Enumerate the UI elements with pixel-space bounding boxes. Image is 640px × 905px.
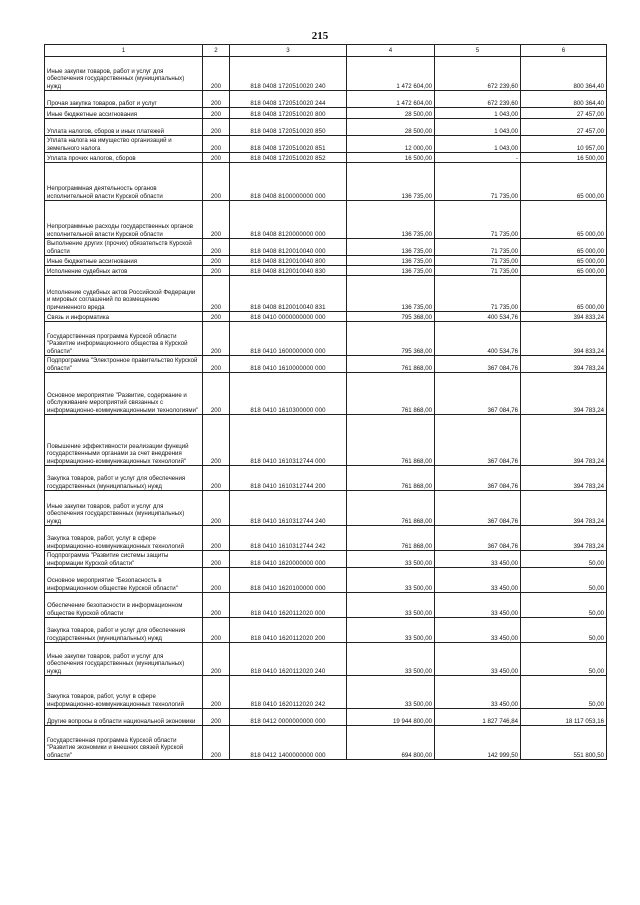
row-col-2: 200 [203, 119, 230, 136]
row-value-col-6: 50,00 [521, 593, 607, 618]
row-value-col-6: 50,00 [521, 551, 607, 568]
row-value-col-6: 27 457,00 [521, 108, 607, 119]
row-col-2: 200 [203, 415, 230, 466]
table-row [45, 266, 607, 276]
row-code: 818 0412 0000000000 000 [230, 709, 347, 726]
row-value-col-4: 33 500,00 [347, 643, 435, 676]
row-value-col-4: 12 000,00 [347, 136, 435, 153]
row-value-col-4: 761 868,00 [347, 491, 435, 526]
row-name: Иные бюджетные ассигнования [45, 108, 203, 119]
row-col-2: 200 [203, 57, 230, 91]
row-value-col-4: 33 500,00 [347, 551, 435, 568]
table-row [45, 415, 607, 466]
row-code: 818 0408 1720510020 850 [230, 119, 347, 136]
row-value-col-5: 71 735,00 [435, 266, 521, 276]
row-code: 818 0410 1610000000 000 [230, 356, 347, 373]
row-name: Основное мероприятие "Развитие, содержание и обслуживание мероприятий связанных с информационно-коммуникационными технологиями" [45, 373, 203, 415]
row-value-col-4: 19 944 800,00 [347, 709, 435, 726]
row-col-2: 200 [203, 726, 230, 760]
row-col-2: 200 [203, 618, 230, 643]
row-value-col-5: 672 239,60 [435, 57, 521, 91]
table-row [45, 201, 607, 239]
row-value-col-5: - [435, 153, 521, 163]
row-name: Закупка товаров, работ и услуг для обеспечения государственных (муниципальных) нужд [45, 618, 203, 643]
header-col-3: 3 [230, 45, 347, 57]
table-row [45, 163, 607, 201]
row-value-col-6: 50,00 [521, 618, 607, 643]
row-value-col-5: 1 043,00 [435, 136, 521, 153]
table-body [45, 57, 607, 760]
row-code: 818 0410 1610312744 000 [230, 415, 347, 466]
row-col-2: 200 [203, 201, 230, 239]
row-value-col-5: 400 534,76 [435, 322, 521, 356]
row-code: 818 0412 1400000000 000 [230, 726, 347, 760]
row-value-col-6: 394 833,24 [521, 322, 607, 356]
row-value-col-5: 33 450,00 [435, 618, 521, 643]
table-row [45, 153, 607, 163]
row-code: 818 0408 1720510020 852 [230, 153, 347, 163]
row-code: 818 0410 1620112020 200 [230, 618, 347, 643]
row-col-2: 200 [203, 91, 230, 108]
row-code: 818 0410 0000000000 000 [230, 312, 347, 322]
row-value-col-5: 71 735,00 [435, 201, 521, 239]
row-name: Иные закупки товаров, работ и услуг для обеспечения государственных (муниципальных) нужд [45, 57, 203, 91]
row-value-col-5: 367 084,76 [435, 526, 521, 551]
row-value-col-5: 71 735,00 [435, 276, 521, 312]
table-row [45, 466, 607, 491]
row-code: 818 0410 1600000000 000 [230, 322, 347, 356]
row-value-col-4: 761 868,00 [347, 415, 435, 466]
row-col-2: 200 [203, 322, 230, 356]
table-row [45, 356, 607, 373]
table-row [45, 593, 607, 618]
row-code: 818 0408 8120010040 831 [230, 276, 347, 312]
table-row [45, 709, 607, 726]
row-name: Иные закупки товаров, работ и услуг для обеспечения государственных (муниципальных) нужд [45, 643, 203, 676]
row-col-2: 200 [203, 266, 230, 276]
row-value-col-6: 800 364,40 [521, 57, 607, 91]
row-value-col-4: 136 735,00 [347, 276, 435, 312]
row-value-col-6: 18 117 053,16 [521, 709, 607, 726]
row-col-2: 200 [203, 239, 230, 256]
row-value-col-5: 71 735,00 [435, 256, 521, 266]
row-code: 818 0408 8100000000 000 [230, 163, 347, 201]
row-value-col-6: 50,00 [521, 676, 607, 709]
row-value-col-6: 65 000,00 [521, 256, 607, 266]
row-value-col-4: 761 868,00 [347, 526, 435, 551]
row-code: 818 0408 1720510020 800 [230, 108, 347, 119]
header-col-6: 6 [521, 45, 607, 57]
row-code: 818 0410 1620000000 000 [230, 551, 347, 568]
row-name: Прочая закупка товаров, работ и услуг [45, 91, 203, 108]
row-value-col-6: 394 783,24 [521, 356, 607, 373]
row-code: 818 0410 1620112020 242 [230, 676, 347, 709]
row-value-col-4: 795 368,00 [347, 312, 435, 322]
row-value-col-5: 367 084,76 [435, 491, 521, 526]
row-code: 818 0408 1720510020 851 [230, 136, 347, 153]
row-value-col-6: 65 000,00 [521, 201, 607, 239]
row-name: Непрограммные расходы государственных органов исполнительной власти Курской области [45, 201, 203, 239]
row-value-col-4: 1 472 604,00 [347, 57, 435, 91]
row-code: 818 0408 1720510020 244 [230, 91, 347, 108]
header-row [45, 45, 607, 57]
table-row [45, 119, 607, 136]
row-name: Уплата прочих налогов, сборов [45, 153, 203, 163]
row-col-2: 200 [203, 568, 230, 593]
table-row [45, 312, 607, 322]
row-value-col-4: 1 472 604,00 [347, 91, 435, 108]
table-row [45, 491, 607, 526]
row-value-col-6: 50,00 [521, 643, 607, 676]
row-value-col-6: 16 500,00 [521, 153, 607, 163]
table-row [45, 643, 607, 676]
row-value-col-6: 10 957,00 [521, 136, 607, 153]
table-row [45, 91, 607, 108]
row-col-2: 200 [203, 491, 230, 526]
row-value-col-4: 28 500,00 [347, 119, 435, 136]
row-value-col-4: 33 500,00 [347, 593, 435, 618]
row-code: 818 0408 8120010040 000 [230, 239, 347, 256]
row-value-col-6: 394 833,24 [521, 312, 607, 322]
row-value-col-6: 65 000,00 [521, 163, 607, 201]
row-name: Исполнение судебных актов Российской Федерации и мировых соглашений по возмещению причиненного вреда [45, 276, 203, 312]
row-col-2: 200 [203, 709, 230, 726]
row-name: Подпрограмма "Развитие системы защиты информации Курской области" [45, 551, 203, 568]
row-value-col-5: 33 450,00 [435, 551, 521, 568]
row-name: Обеспечение безопасности в информационном обществе Курской области [45, 593, 203, 618]
row-col-2: 200 [203, 643, 230, 676]
row-value-col-6: 394 783,24 [521, 526, 607, 551]
row-value-col-6: 65 000,00 [521, 266, 607, 276]
row-value-col-6: 800 364,40 [521, 91, 607, 108]
row-value-col-5: 142 999,50 [435, 726, 521, 760]
table-row [45, 373, 607, 415]
row-value-col-4: 694 800,00 [347, 726, 435, 760]
row-value-col-6: 65 000,00 [521, 239, 607, 256]
row-name: Иные бюджетные ассигнования [45, 256, 203, 266]
row-col-2: 200 [203, 356, 230, 373]
row-name: Государственная программа Курской области "Развитие экономики и внешних связей Курской области" [45, 726, 203, 760]
row-value-col-5: 33 450,00 [435, 568, 521, 593]
row-name: Закупка товаров, работ и услуг для обеспечения государственных (муниципальных) нужд [45, 466, 203, 491]
row-code: 818 0410 1620112020 000 [230, 593, 347, 618]
row-col-2: 200 [203, 676, 230, 709]
row-code: 818 0408 1720510020 240 [230, 57, 347, 91]
row-value-col-5: 1 043,00 [435, 108, 521, 119]
row-value-col-5: 33 450,00 [435, 593, 521, 618]
row-value-col-4: 33 500,00 [347, 618, 435, 643]
row-col-2: 200 [203, 276, 230, 312]
row-value-col-4: 33 500,00 [347, 568, 435, 593]
row-col-2: 200 [203, 373, 230, 415]
row-name: Закупка товаров, работ, услуг в сфере информационно-коммуникационных технологий [45, 676, 203, 709]
row-name: Основное мероприятие "Безопасность в информационном обществе Курской области" [45, 568, 203, 593]
row-value-col-5: 71 735,00 [435, 239, 521, 256]
row-name: Подпрограмма "Электронное правительство Курской области" [45, 356, 203, 373]
row-code: 818 0408 8120010040 800 [230, 256, 347, 266]
table-row [45, 239, 607, 256]
row-value-col-4: 33 500,00 [347, 676, 435, 709]
row-col-2: 200 [203, 551, 230, 568]
row-col-2: 200 [203, 466, 230, 491]
table-header [45, 45, 607, 57]
row-code: 818 0410 1610312744 242 [230, 526, 347, 551]
row-value-col-4: 136 735,00 [347, 239, 435, 256]
row-value-col-5: 367 084,76 [435, 356, 521, 373]
row-code: 818 0410 1610312744 200 [230, 466, 347, 491]
row-value-col-4: 28 500,00 [347, 108, 435, 119]
row-value-col-4: 761 868,00 [347, 466, 435, 491]
row-col-2: 200 [203, 256, 230, 266]
row-col-2: 200 [203, 163, 230, 201]
header-col-1: 1 [45, 45, 203, 57]
table-row [45, 322, 607, 356]
header-col-4: 4 [347, 45, 435, 57]
row-col-2: 200 [203, 108, 230, 119]
row-value-col-4: 795 368,00 [347, 322, 435, 356]
row-value-col-6: 394 783,24 [521, 373, 607, 415]
row-col-2: 200 [203, 153, 230, 163]
row-value-col-5: 367 084,76 [435, 415, 521, 466]
row-name: Исполнение судебных актов [45, 266, 203, 276]
row-code: 818 0408 8120010040 830 [230, 266, 347, 276]
table-row [45, 618, 607, 643]
row-name: Иные закупки товаров, работ и услуг для обеспечения государственных (муниципальных) нужд [45, 491, 203, 526]
table-row [45, 108, 607, 119]
header-col-2: 2 [203, 45, 230, 57]
row-code: 818 0410 1620112020 240 [230, 643, 347, 676]
row-name: Непрограммная деятельность органов исполнительной власти Курской области [45, 163, 203, 201]
table-row [45, 276, 607, 312]
row-value-col-5: 71 735,00 [435, 163, 521, 201]
row-value-col-4: 136 735,00 [347, 163, 435, 201]
row-col-2: 200 [203, 593, 230, 618]
row-value-col-4: 136 735,00 [347, 266, 435, 276]
row-value-col-4: 136 735,00 [347, 201, 435, 239]
row-value-col-4: 761 868,00 [347, 356, 435, 373]
row-name: Уплата налога на имущество организаций и земельного налога [45, 136, 203, 153]
row-value-col-6: 394 783,24 [521, 491, 607, 526]
row-value-col-5: 367 084,76 [435, 466, 521, 491]
row-col-2: 200 [203, 136, 230, 153]
row-value-col-6: 551 800,50 [521, 726, 607, 760]
row-value-col-6: 394 783,24 [521, 415, 607, 466]
row-value-col-4: 761 868,00 [347, 373, 435, 415]
table-row [45, 551, 607, 568]
row-code: 818 0410 1610312744 240 [230, 491, 347, 526]
table-row [45, 256, 607, 266]
table-row [45, 676, 607, 709]
row-value-col-5: 33 450,00 [435, 643, 521, 676]
page-number: 215 [311, 30, 329, 42]
row-name: Закупка товаров, работ, услуг в сфере информационно-коммуникационных технологий [45, 526, 203, 551]
row-name: Выполнение других (прочих) обязательств Курской области [45, 239, 203, 256]
table-row [45, 526, 607, 551]
row-name: Государственная программа Курской области "Развитие информационного общества в Курской области" [45, 322, 203, 356]
row-value-col-6: 65 000,00 [521, 276, 607, 312]
row-col-2: 200 [203, 312, 230, 322]
table-row [45, 568, 607, 593]
row-name: Связь и информатика [45, 312, 203, 322]
row-value-col-5: 400 534,76 [435, 312, 521, 322]
row-value-col-6: 50,00 [521, 568, 607, 593]
table-row [45, 57, 607, 91]
row-name: Другие вопросы в области национальной экономики [45, 709, 203, 726]
row-value-col-5: 33 450,00 [435, 676, 521, 709]
row-value-col-5: 367 084,76 [435, 373, 521, 415]
row-code: 818 0410 1610300000 000 [230, 373, 347, 415]
table-row [45, 726, 607, 760]
row-name: Уплата налогов, сборов и иных платежей [45, 119, 203, 136]
row-value-col-6: 394 783,24 [521, 466, 607, 491]
row-value-col-4: 136 735,00 [347, 256, 435, 266]
row-value-col-5: 672 239,60 [435, 91, 521, 108]
row-name: Повышение эффективности реализации функций государственными органами за счет внедрения информационно-коммуникационных технологий" [45, 415, 203, 466]
row-value-col-5: 1 827 746,84 [435, 709, 521, 726]
header-col-5: 5 [435, 45, 521, 57]
row-value-col-6: 27 457,00 [521, 119, 607, 136]
row-value-col-4: 16 500,00 [347, 153, 435, 163]
row-code: 818 0408 8120000000 000 [230, 201, 347, 239]
row-code: 818 0410 1620100000 000 [230, 568, 347, 593]
row-col-2: 200 [203, 526, 230, 551]
budget-table [44, 44, 607, 760]
table-row [45, 136, 607, 153]
row-value-col-5: 1 043,00 [435, 119, 521, 136]
